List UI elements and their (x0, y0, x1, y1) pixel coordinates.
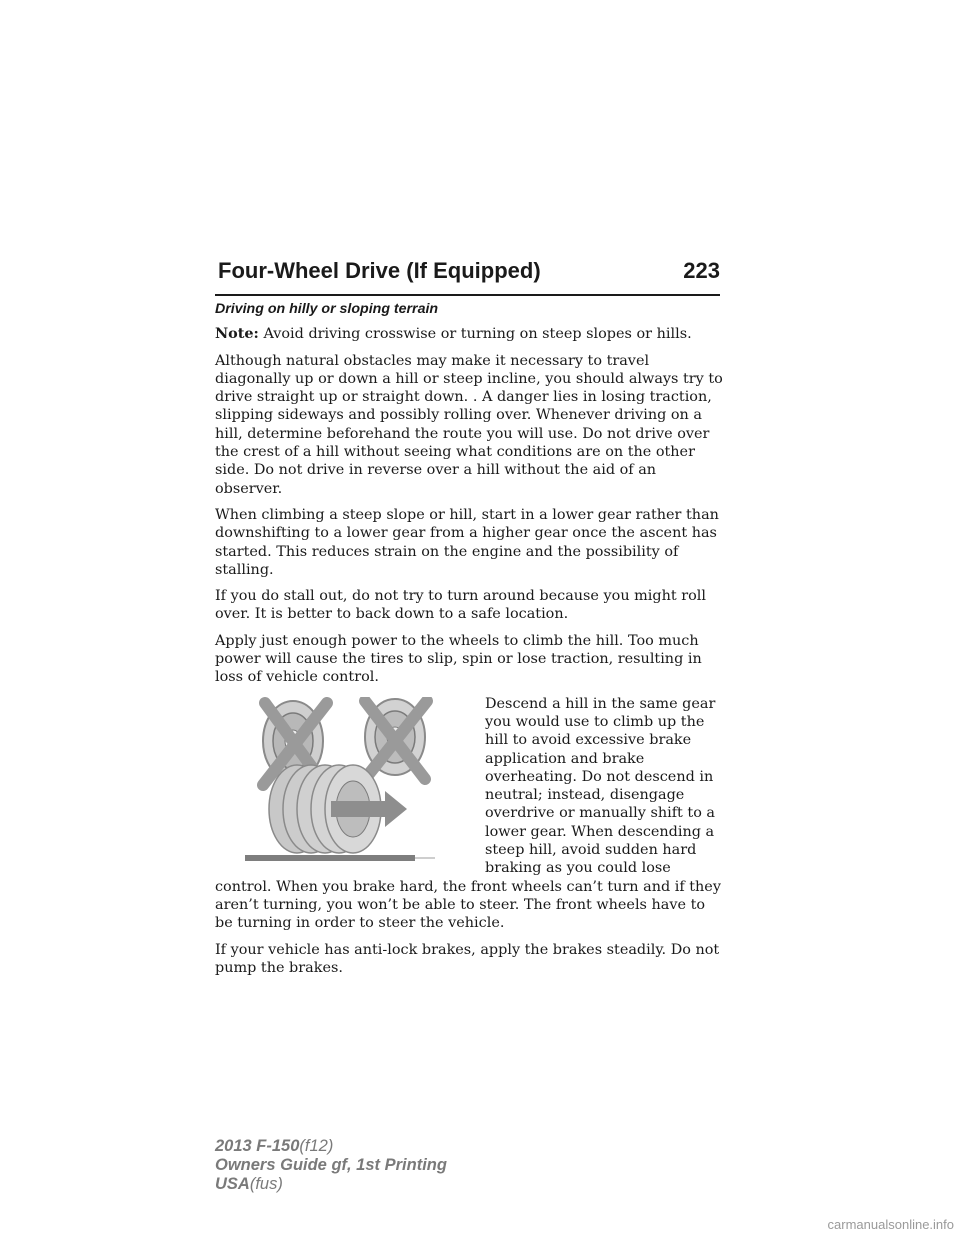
footer-market: USA (215, 1175, 250, 1193)
page-footer (215, 1137, 447, 1194)
footer-market-code: (fus) (249, 1175, 283, 1193)
chapter-title: Four-Wheel Drive (If Equipped) (218, 258, 541, 283)
note-text: Avoid driving crosswise or turning on steep slopes or hills. (263, 326, 692, 343)
note-label: Note: (215, 325, 259, 343)
footer-market-line (215, 1175, 447, 1194)
watermark: carmanualsonline.info (827, 1217, 954, 1232)
paragraph-power: Apply just enough power to the wheels to climb the hill. Too much power will cause the tires to slip, spin or lose traction, resulting in loss of vehicle control. (215, 632, 702, 686)
ground-line (245, 855, 435, 861)
page-header (215, 256, 720, 296)
footer-model-code: (f12) (299, 1137, 334, 1155)
footer-model: 2013 F-150 (215, 1137, 300, 1155)
footer-guide: Owners Guide gf, 1st Printing (215, 1156, 447, 1174)
page-number: 223 (683, 258, 720, 283)
footer-model-line (215, 1137, 447, 1156)
note-paragraph (215, 325, 725, 343)
section-heading: Driving on hilly or sloping terrain (215, 301, 439, 317)
wheel-illustration-svg (235, 697, 467, 865)
paragraph-climbing: When climbing a steep slope or hill, start in a lower gear rather than downshifting to a lower gear from a higher gear once the ascent has started. This reduces strain on the engine and the possibility of stalling. (215, 506, 719, 578)
wheel-illustration (235, 697, 467, 865)
paragraph-stall: If you do stall out, do not try to turn around because you might roll over. It is better to back down to a safe location. (215, 588, 706, 623)
paragraph-diagonal-travel: Although natural obstacles may make it necessary to travel diagonally up or down a hill or steep incline, you should always try to drive straight up or straight down. . A danger lies in losing traction, slipping sideways and possibly rolling over. Whenever driving on a hill, determine beforehand the route you will use. Do not drive over the crest of a hill without seeing what conditions are on the other side. Do not drive in reverse over a hill without the aid of an observer. (215, 352, 723, 497)
page-content (215, 300, 725, 985)
paragraph-anti-lock: If your vehicle has anti-lock brakes, apply the brakes steadily. Do not pump the brakes. (215, 941, 720, 976)
paragraph-descend: Descend a hill in the same gear you would use to climb up the hill to avoid excessive brake application and brake overheating. Do not descend in neutral; instead, disengage overdrive or manually shift to a lower gear. When descending a steep hill, avoid sudden hard braking as you could lose control. When you brake hard, the front wheels can’t turn and if they aren’t turning, you won’t be able to steer. The front wheels have to be turning in order to steer the vehicle. (215, 695, 721, 932)
